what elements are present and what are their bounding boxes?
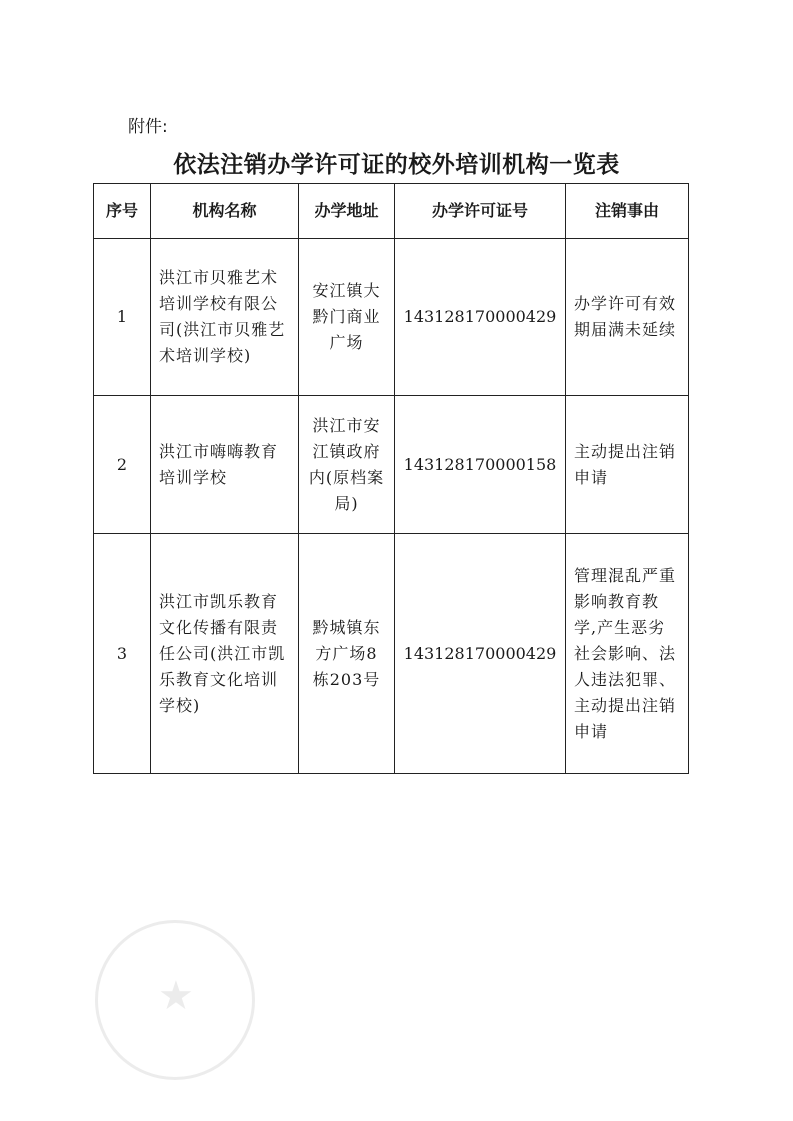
table-row <box>94 396 689 534</box>
cell-reason: 办学许可有效期届满未延续 <box>566 239 689 396</box>
faded-seal-stamp <box>95 920 255 1080</box>
cell-address: 安江镇大黔门商业广场 <box>299 239 395 396</box>
cell-name: 洪江市凯乐教育文化传播有限责任公司(洪江市凯乐教育文化培训学校) <box>151 534 299 774</box>
revoked-institutions-table <box>93 183 689 774</box>
header-address: 办学地址 <box>299 184 395 239</box>
header-reason: 注销事由 <box>566 184 689 239</box>
cell-seq: 1 <box>94 239 151 396</box>
table-row <box>94 534 689 774</box>
header-seq: 序号 <box>94 184 151 239</box>
cell-seq: 2 <box>94 396 151 534</box>
cell-reason: 管理混乱严重影响教育教学,产生恶劣社会影响、法人违法犯罪、主动提出注销申请 <box>566 534 689 774</box>
table-header-row <box>94 184 689 239</box>
cell-address: 洪江市安江镇政府内(原档案局) <box>299 396 395 534</box>
seal-star-icon: ★ <box>158 973 194 1019</box>
cell-reason: 主动提出注销申请 <box>566 396 689 534</box>
document-title: 依法注销办学许可证的校外培训机构一览表 <box>173 152 620 178</box>
cell-license: 143128170000158 <box>395 396 566 534</box>
attachment-label: 附件: <box>128 117 168 137</box>
cell-name: 洪江市贝雅艺术培训学校有限公司(洪江市贝雅艺术培训学校) <box>151 239 299 396</box>
table-row <box>94 239 689 396</box>
cell-name: 洪江市嗨嗨教育培训学校 <box>151 396 299 534</box>
cell-seq: 3 <box>94 534 151 774</box>
header-name: 机构名称 <box>151 184 299 239</box>
cell-license: 143128170000429 <box>395 239 566 396</box>
cell-address: 黔城镇东方广场8栋203号 <box>299 534 395 774</box>
cell-license: 143128170000429 <box>395 534 566 774</box>
header-license: 办学许可证号 <box>395 184 566 239</box>
